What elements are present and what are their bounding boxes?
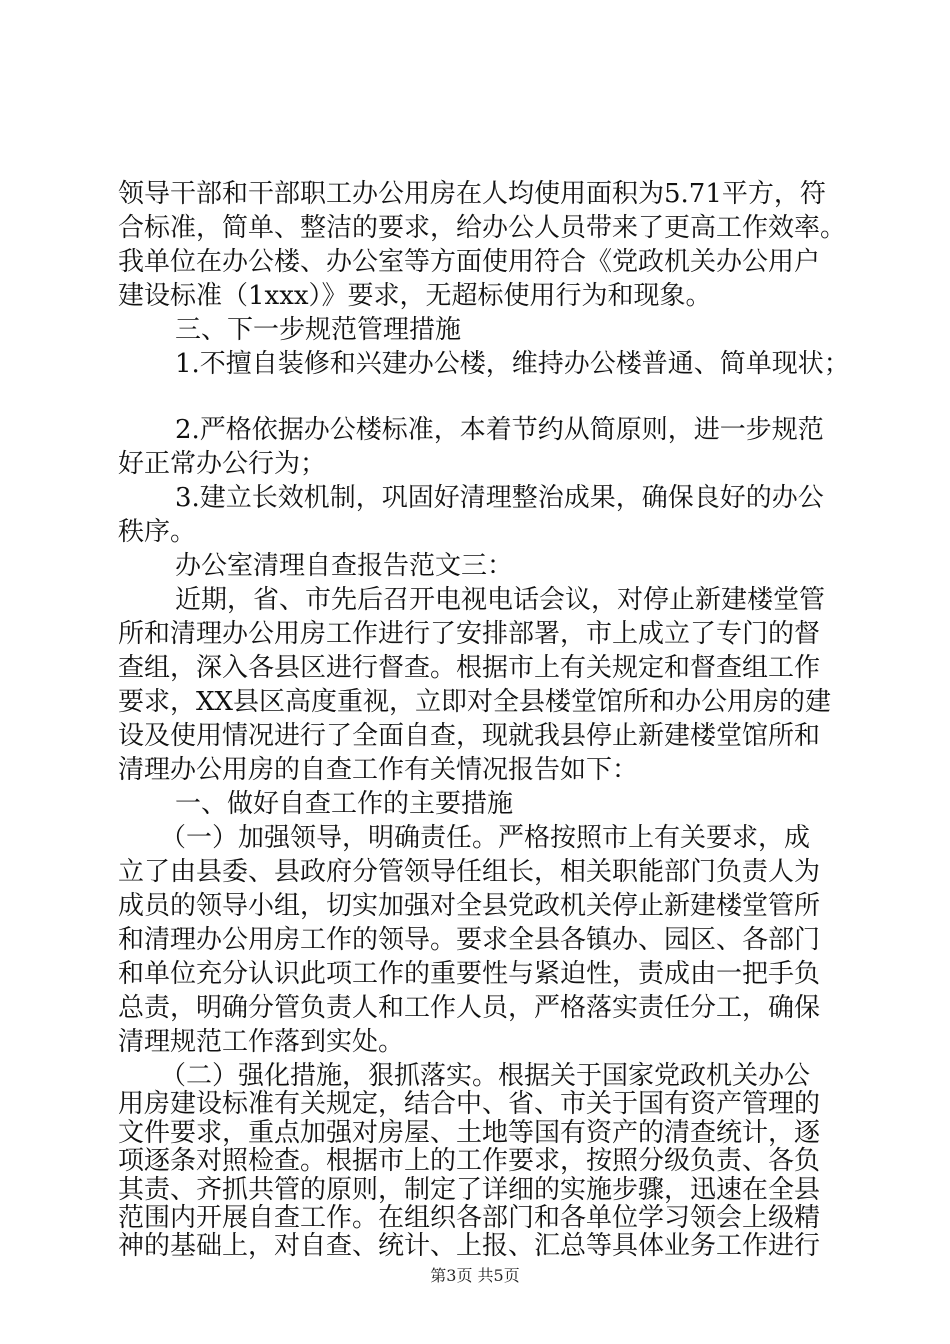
text-line: 建设标准（1xxx）》要求，无超标使用行为和现象。 xyxy=(118,281,712,311)
text-line: 成员的领导小组，切实加强对全县党政机关停止新建楼堂管所 xyxy=(118,891,821,921)
text-line: 和清理办公用房工作的领导。要求全县各镇办、园区、各部门 xyxy=(118,925,821,955)
text-line: 清理办公用房的自查工作有关情况报告如下： xyxy=(118,755,639,785)
text-line: 设及使用情况进行了全面自查，现就我县停止新建楼堂馆所和 xyxy=(118,721,821,751)
text-line: 用房建设标准有关规定，结合中、省、市关于国有资产管理的 xyxy=(118,1089,821,1120)
text-line: 立了由县委、县政府分管领导任组长，相关职能部门负责人为 xyxy=(118,857,821,887)
text-line: 3.建立长效机制，巩固好清理整治成果，确保良好的办公 xyxy=(175,483,824,513)
text-line: 秩序。 xyxy=(118,517,197,547)
text-line: 神的基础上，对自查、统计、上报、汇总等具体业务工作进行 xyxy=(118,1231,821,1262)
text-line: 文件要求，重点加强对房屋、土地等国有资产的清查统计，逐 xyxy=(118,1117,821,1148)
text-line: （一）加强领导，明确责任。严格按照市上有关要求，成 xyxy=(160,823,811,853)
text-line: 查组，深入各县区进行督查。根据市上有关规定和督查组工作 xyxy=(118,653,821,683)
text-line: 范围内开展自查工作。在组织各部门和各单位学习领会上级精 xyxy=(118,1203,821,1233)
section-heading: 一、做好自查工作的主要措施 xyxy=(175,789,514,819)
text-line: （二）强化措施，狠抓落实。根据关于国家党政机关办公 xyxy=(160,1061,811,1091)
text-line: 总责，明确分管负责人和工作人员，严格落实责任分工，确保 xyxy=(118,993,821,1023)
text-line: 和单位充分认识此项工作的重要性与紧迫性，责成由一把手负 xyxy=(118,959,821,989)
text-line: 所和清理办公用房工作进行了安排部署，市上成立了专门的督 xyxy=(118,619,821,649)
text-line: 好正常办公行为； xyxy=(118,449,327,479)
section-heading: 办公室清理自查报告范文三： xyxy=(175,551,514,581)
text-line: 领导干部和干部职工办公用房在人均使用面积为5.71平方，符 xyxy=(118,179,826,209)
page-footer: 第3页 共5页 xyxy=(430,1266,520,1285)
text-line: 我单位在办公楼、办公室等方面使用符合《党政机关办公用户 xyxy=(118,247,821,277)
section-heading: 三、下一步规范管理措施 xyxy=(175,315,462,345)
text-line: 合标准，简单、整洁的要求，给办公人员带来了更高工作效率。 xyxy=(118,213,847,243)
text-line: 项逐条对照检查。根据市上的工作要求，按照分级负责、各负 xyxy=(118,1146,821,1177)
text-line: 清理规范工作落到实处。 xyxy=(118,1027,405,1057)
text-line: 其责、齐抓共管的原则，制定了详细的实施步骤，迅速在全县 xyxy=(118,1174,821,1205)
text-line: 近期，省、市先后召开电视电话会议，对停止新建楼堂管 xyxy=(175,585,826,615)
text-line: 1.不擅自装修和兴建办公楼，维持办公楼普通、简单现状； xyxy=(175,349,850,379)
text-line: 2.严格依据办公楼标准，本着节约从简原则，进一步规范 xyxy=(175,415,824,445)
text-line: 要求，XX县区高度重视，立即对全县楼堂馆所和办公用房的建 xyxy=(118,687,832,717)
